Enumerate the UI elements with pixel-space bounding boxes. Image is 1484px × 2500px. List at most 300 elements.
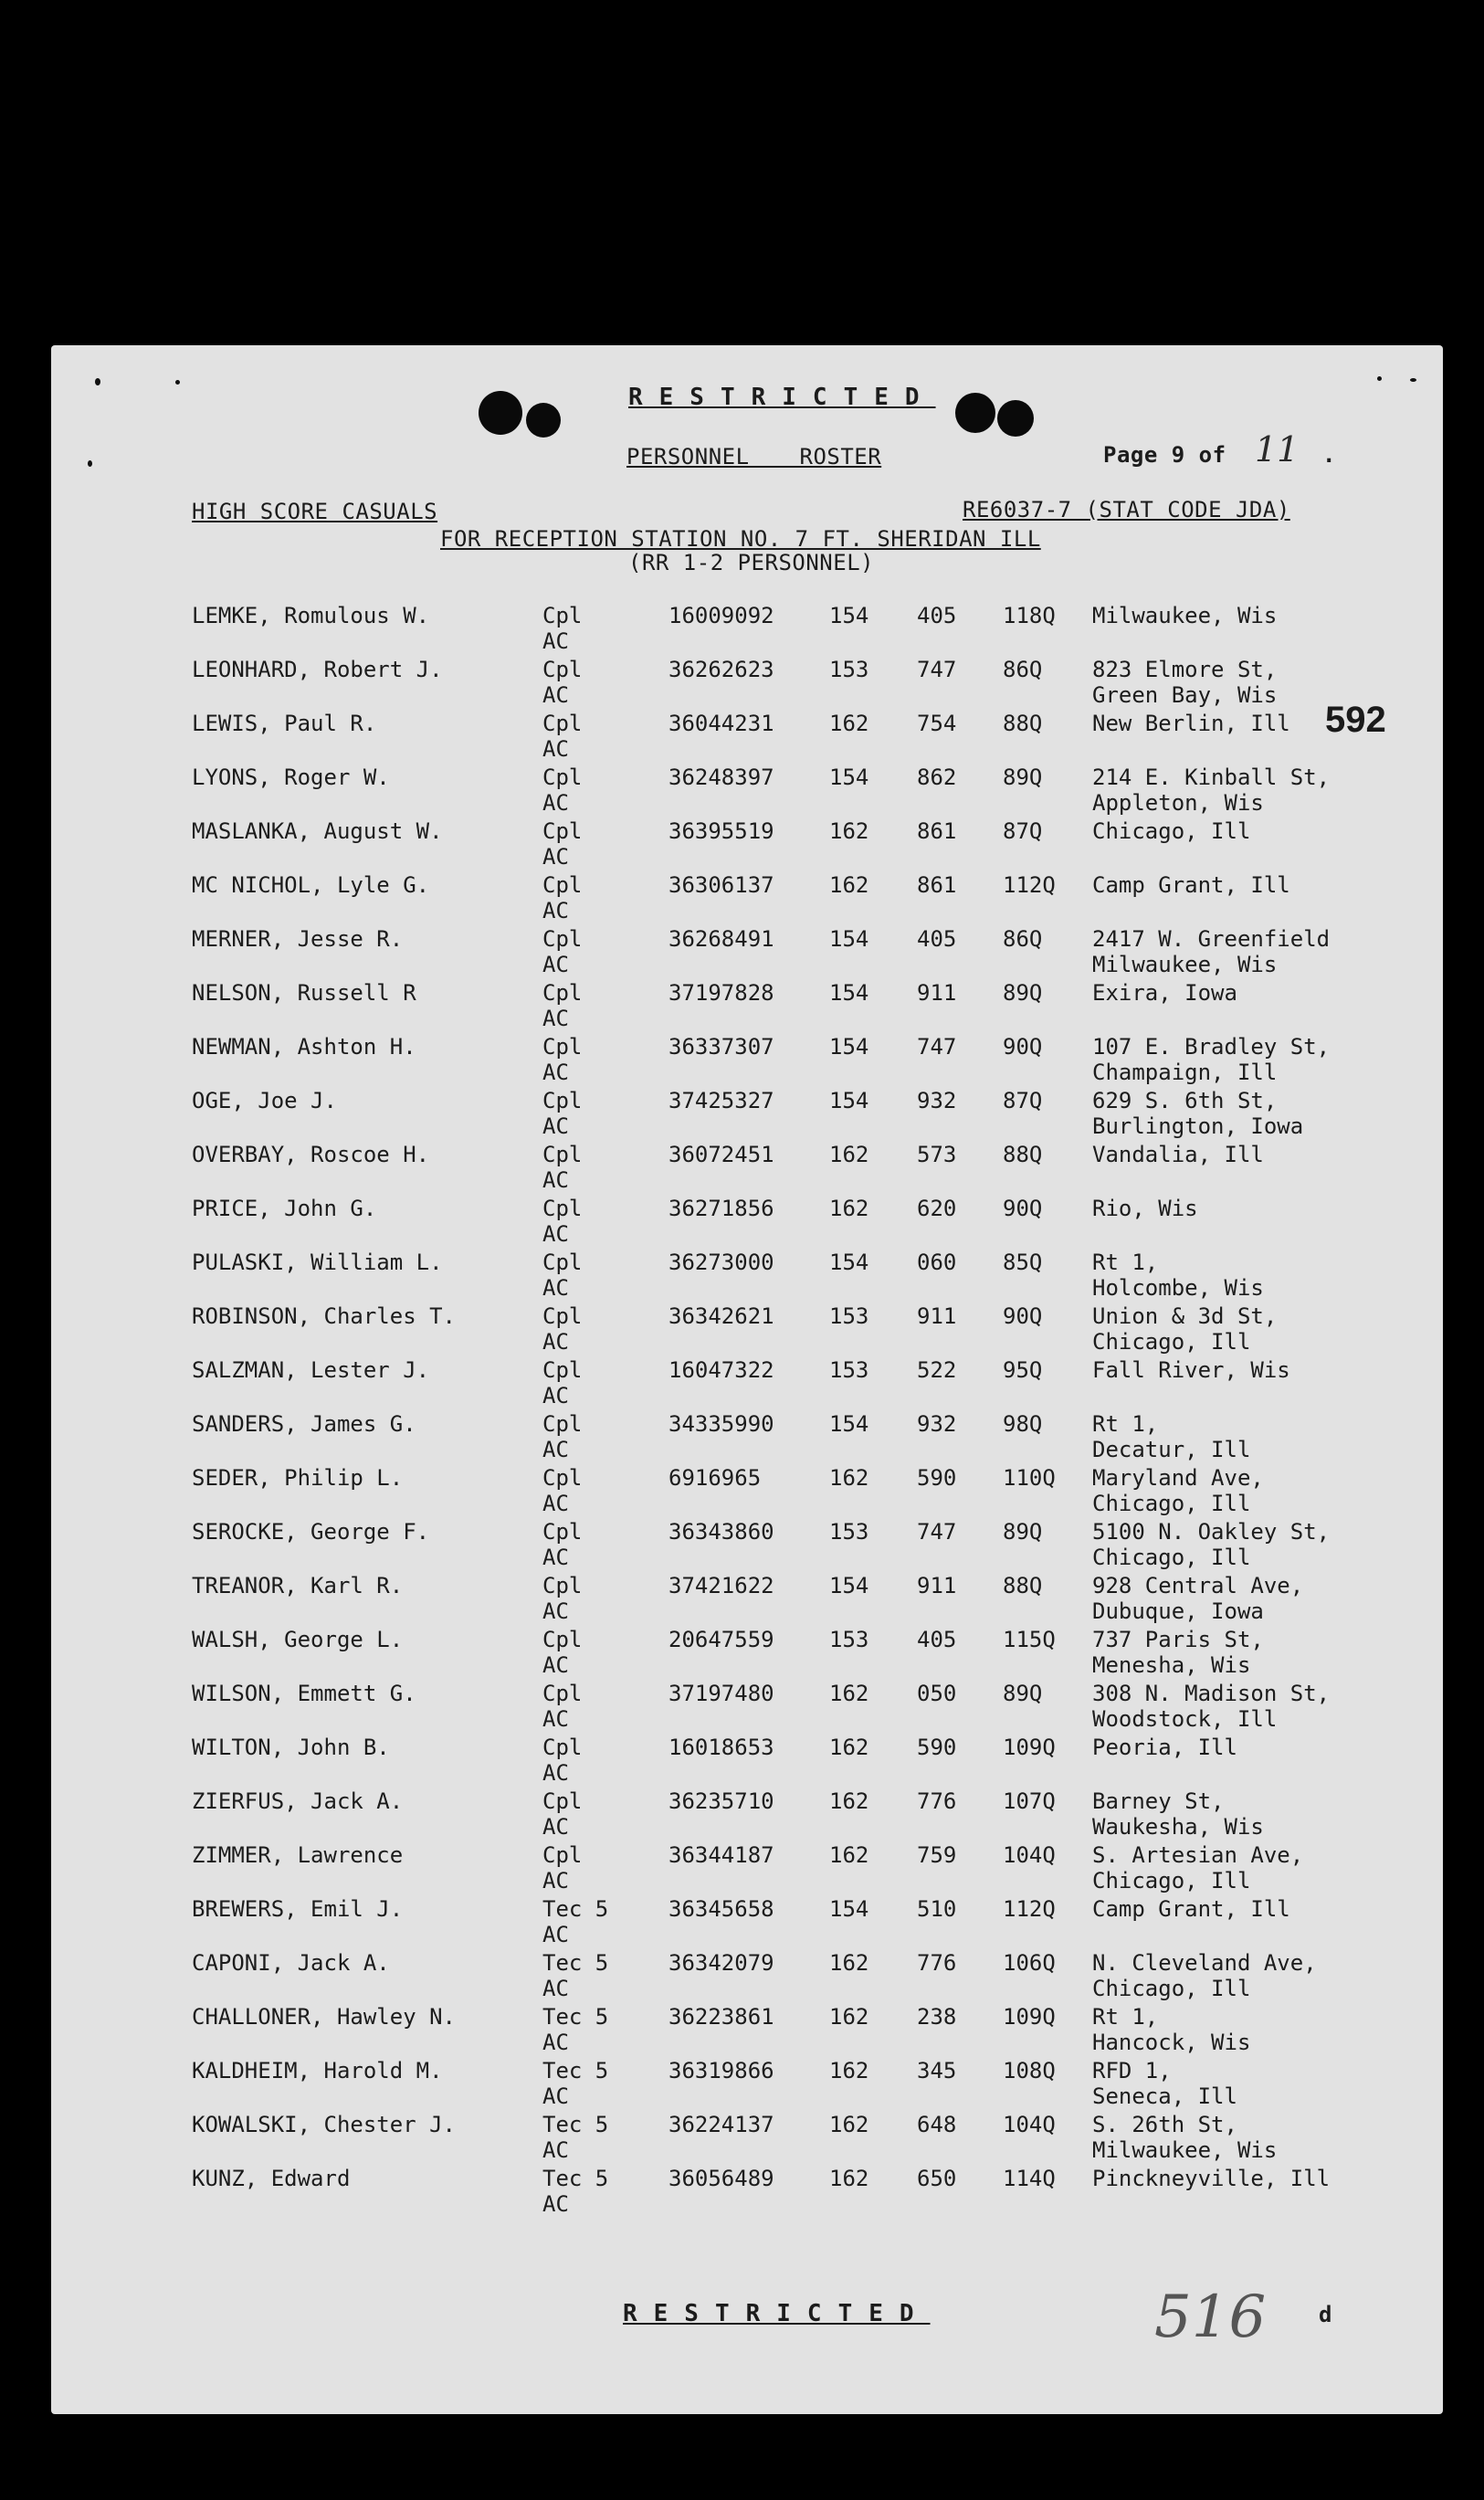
- address-line-2: Holcombe, Wis: [1092, 1275, 1264, 1301]
- address-line-2: Waukesha, Wis: [1092, 1814, 1264, 1840]
- branch: AC: [542, 1221, 569, 1247]
- address-line-2: Chicago, Ill: [1092, 1868, 1251, 1893]
- address-line-1: 107 E. Bradley St,: [1092, 1034, 1331, 1060]
- code-1: 162: [829, 1842, 869, 1868]
- serial-number: 36224137: [668, 2112, 774, 2137]
- subheading-2: (RR 1-2 PERSONNEL): [628, 550, 875, 575]
- address-line-1: Exira, Iowa: [1092, 980, 1237, 1006]
- code-2: 911: [917, 1303, 957, 1329]
- code-2: 861: [917, 818, 957, 844]
- branch: AC: [542, 952, 569, 977]
- serial-number: 36235710: [668, 1788, 774, 1814]
- soldier-name: LEMKE, Romulous W.: [192, 603, 430, 628]
- grade: Cpl: [542, 1627, 583, 1652]
- score: 109Q: [1003, 2004, 1056, 2030]
- branch: AC: [542, 1976, 569, 2001]
- table-row: [51, 1788, 1443, 1843]
- address-line-1: 308 N. Madison St,: [1092, 1681, 1331, 1706]
- branch: AC: [542, 628, 569, 654]
- roster-page: [51, 345, 1443, 2414]
- table-row: [51, 980, 1443, 1035]
- table-row: [51, 1088, 1443, 1143]
- grade: Cpl: [542, 1357, 583, 1383]
- code-2: 650: [917, 2166, 957, 2191]
- soldier-name: WALSH, George L.: [192, 1627, 404, 1652]
- code-2: 747: [917, 657, 957, 682]
- table-row: [51, 926, 1443, 981]
- score: 90Q: [1003, 1303, 1043, 1329]
- code-2: 345: [917, 2058, 957, 2083]
- address-line-1: 737 Paris St,: [1092, 1627, 1264, 1652]
- code-1: 162: [829, 1196, 869, 1221]
- branch: AC: [542, 898, 569, 923]
- soldier-name: WILSON, Emmett G.: [192, 1681, 416, 1706]
- score: 85Q: [1003, 1250, 1043, 1275]
- code-2: 590: [917, 1735, 957, 1760]
- code-1: 154: [829, 926, 869, 952]
- address-line-1: Peoria, Ill: [1092, 1735, 1237, 1760]
- branch: AC: [542, 2083, 569, 2109]
- code-2: 405: [917, 926, 957, 952]
- score: 104Q: [1003, 1842, 1056, 1868]
- branch: AC: [542, 1060, 569, 1085]
- address-line-1: Rt 1,: [1092, 1250, 1159, 1275]
- soldier-name: MASLANKA, August W.: [192, 818, 443, 844]
- serial-number: 36268491: [668, 926, 774, 952]
- code-1: 162: [829, 1465, 869, 1491]
- code-2: 620: [917, 1196, 957, 1221]
- serial-number: 36306137: [668, 872, 774, 898]
- branch: AC: [542, 1437, 569, 1462]
- address-line-1: Maryland Ave,: [1092, 1465, 1264, 1491]
- address-line-2: Hancock, Wis: [1092, 2030, 1251, 2055]
- serial-number: 36262623: [668, 657, 774, 682]
- score: 87Q: [1003, 818, 1043, 844]
- speck: [95, 378, 100, 385]
- soldier-name: LEWIS, Paul R.: [192, 711, 377, 736]
- code-1: 154: [829, 1896, 869, 1922]
- serial-number: 37197828: [668, 980, 774, 1006]
- address-line-1: 5100 N. Oakley St,: [1092, 1519, 1331, 1545]
- code-1: 162: [829, 1735, 869, 1760]
- branch: AC: [542, 1598, 569, 1624]
- grade: Cpl: [542, 872, 583, 898]
- code-2: 776: [917, 1788, 957, 1814]
- table-row: [51, 1357, 1443, 1412]
- address-line-1: Milwaukee, Wis: [1092, 603, 1278, 628]
- code-1: 162: [829, 1788, 869, 1814]
- address-line-2: Burlington, Iowa: [1092, 1113, 1304, 1139]
- score: 89Q: [1003, 765, 1043, 790]
- table-row: [51, 2058, 1443, 2113]
- grade: Cpl: [542, 1735, 583, 1760]
- grade: Cpl: [542, 926, 583, 952]
- table-row: [51, 711, 1443, 765]
- score: 90Q: [1003, 1196, 1043, 1221]
- code-1: 153: [829, 657, 869, 682]
- soldier-name: PRICE, John G.: [192, 1196, 377, 1221]
- address-line-1: Pinckneyville, Ill: [1092, 2166, 1331, 2191]
- branch: AC: [542, 2137, 569, 2163]
- serial-number: 36342621: [668, 1303, 774, 1329]
- table-row: [51, 1250, 1443, 1304]
- table-row: [51, 1842, 1443, 1897]
- branch: AC: [542, 790, 569, 816]
- grade: Tec 5: [542, 2166, 609, 2191]
- score: 110Q: [1003, 1465, 1056, 1491]
- soldier-name: MERNER, Jesse R.: [192, 926, 404, 952]
- address-line-2: Champaign, Ill: [1092, 1060, 1278, 1085]
- soldier-name: CHALLONER, Hawley N.: [192, 2004, 456, 2030]
- soldier-name: SEROCKE, George F.: [192, 1519, 430, 1545]
- table-row: [51, 657, 1443, 712]
- grade: Tec 5: [542, 2004, 609, 2030]
- soldier-name: KALDHEIM, Harold M.: [192, 2058, 443, 2083]
- code-2: 405: [917, 603, 957, 628]
- score: 86Q: [1003, 926, 1043, 952]
- serial-number: 36319866: [668, 2058, 774, 2083]
- address-line-1: Barney St,: [1092, 1788, 1225, 1814]
- soldier-name: MC NICHOL, Lyle G.: [192, 872, 430, 898]
- table-row: [51, 1573, 1443, 1628]
- branch: AC: [542, 844, 569, 870]
- score: 88Q: [1003, 1573, 1043, 1598]
- code-1: 154: [829, 1573, 869, 1598]
- address-line-2: Milwaukee, Wis: [1092, 952, 1278, 977]
- address-line-1: 823 Elmore St,: [1092, 657, 1278, 682]
- code-1: 162: [829, 818, 869, 844]
- serial-number: 36271856: [668, 1196, 774, 1221]
- table-row: [51, 1196, 1443, 1250]
- code-2: 590: [917, 1465, 957, 1491]
- score: 106Q: [1003, 1950, 1056, 1976]
- serial-number: 36044231: [668, 711, 774, 736]
- score: 107Q: [1003, 1788, 1056, 1814]
- grade: Tec 5: [542, 2112, 609, 2137]
- serial-number: 6916965: [668, 1465, 762, 1491]
- table-row: [51, 1627, 1443, 1682]
- grade: Cpl: [542, 765, 583, 790]
- table-row: [51, 2166, 1443, 2220]
- branch: AC: [542, 1329, 569, 1355]
- code-1: 154: [829, 1034, 869, 1060]
- footer-mark: d: [1319, 2302, 1332, 2327]
- handwritten-page-number: 516: [1154, 2284, 1267, 2351]
- code-1: 154: [829, 1088, 869, 1113]
- grade: Cpl: [542, 603, 583, 628]
- address-line-1: 214 E. Kinball St,: [1092, 765, 1331, 790]
- score: 89Q: [1003, 1681, 1043, 1706]
- soldier-name: TREANOR, Karl R.: [192, 1573, 404, 1598]
- table-row: [51, 1896, 1443, 1951]
- code-1: 162: [829, 2166, 869, 2191]
- table-row: [51, 1142, 1443, 1197]
- score: 88Q: [1003, 1142, 1043, 1167]
- address-line-2: Appleton, Wis: [1092, 790, 1264, 816]
- soldier-name: PULASKI, William L.: [192, 1250, 443, 1275]
- table-row: [51, 1735, 1443, 1789]
- address-line-1: S. Artesian Ave,: [1092, 1842, 1304, 1868]
- code-1: 162: [829, 1681, 869, 1706]
- code-2: 238: [917, 2004, 957, 2030]
- address-line-1: 629 S. 6th St,: [1092, 1088, 1278, 1113]
- serial-number: 36345658: [668, 1896, 774, 1922]
- serial-number: 16009092: [668, 603, 774, 628]
- address-line-1: S. 26th St,: [1092, 2112, 1237, 2137]
- soldier-name: ZIERFUS, Jack A.: [192, 1788, 404, 1814]
- score: 89Q: [1003, 980, 1043, 1006]
- branch: AC: [542, 1652, 569, 1678]
- table-row: [51, 1519, 1443, 1574]
- code-2: 747: [917, 1519, 957, 1545]
- branch: AC: [542, 1706, 569, 1732]
- serial-number: 37197480: [668, 1681, 774, 1706]
- address-line-2: Decatur, Ill: [1092, 1437, 1251, 1462]
- address-line-1: Rt 1,: [1092, 2004, 1159, 2030]
- address-line-1: Camp Grant, Ill: [1092, 1896, 1290, 1922]
- soldier-name: KUNZ, Edward: [192, 2166, 351, 2191]
- code-1: 162: [829, 1950, 869, 1976]
- code-2: 932: [917, 1088, 957, 1113]
- serial-number: 36342079: [668, 1950, 774, 1976]
- score: 112Q: [1003, 872, 1056, 898]
- address-line-1: Vandalia, Ill: [1092, 1142, 1264, 1167]
- grade: Cpl: [542, 1034, 583, 1060]
- code-2: 405: [917, 1627, 957, 1652]
- serial-number: 36344187: [668, 1842, 774, 1868]
- code-2: 911: [917, 980, 957, 1006]
- grade: Cpl: [542, 1519, 583, 1545]
- score: 95Q: [1003, 1357, 1043, 1383]
- serial-number: 36337307: [668, 1034, 774, 1060]
- serial-number: 36223861: [668, 2004, 774, 2030]
- soldier-name: WILTON, John B.: [192, 1735, 390, 1760]
- serial-number: 36343860: [668, 1519, 774, 1545]
- soldier-name: SEDER, Philip L.: [192, 1465, 404, 1491]
- soldier-name: SANDERS, James G.: [192, 1411, 416, 1437]
- code-1: 154: [829, 1411, 869, 1437]
- grade: Cpl: [542, 1142, 583, 1167]
- address-line-1: Rt 1,: [1092, 1411, 1159, 1437]
- table-row: [51, 1411, 1443, 1466]
- table-row: [51, 1681, 1443, 1735]
- table-row: [51, 1303, 1443, 1358]
- serial-number: 36248397: [668, 765, 774, 790]
- stamp-number: 592: [1325, 700, 1386, 740]
- code-2: 932: [917, 1411, 957, 1437]
- address-line-2: Milwaukee, Wis: [1092, 2137, 1278, 2163]
- code-1: 153: [829, 1357, 869, 1383]
- branch: AC: [542, 1383, 569, 1408]
- address-line-1: Chicago, Ill: [1092, 818, 1251, 844]
- address-line-1: 2417 W. Greenfield: [1092, 926, 1331, 952]
- code-2: 510: [917, 1896, 957, 1922]
- speck: [1377, 376, 1382, 381]
- branch: AC: [542, 1760, 569, 1786]
- table-row: [51, 818, 1443, 873]
- soldier-name: ZIMMER, Lawrence: [192, 1842, 404, 1868]
- serial-number: 16018653: [668, 1735, 774, 1760]
- grade: Tec 5: [542, 1950, 609, 1976]
- punch-hole-right-a: [955, 393, 995, 433]
- serial-number: 37425327: [668, 1088, 774, 1113]
- code-2: 776: [917, 1950, 957, 1976]
- page-total: 11: [1255, 429, 1300, 469]
- grade: Cpl: [542, 1573, 583, 1598]
- serial-number: 16047322: [668, 1357, 774, 1383]
- score: 88Q: [1003, 711, 1043, 736]
- branch: AC: [542, 1167, 569, 1193]
- speck: [1410, 378, 1416, 382]
- score: 109Q: [1003, 1735, 1056, 1760]
- serial-number: 36395519: [668, 818, 774, 844]
- table-row: [51, 765, 1443, 819]
- speck: [88, 460, 92, 467]
- table-row: [51, 603, 1443, 658]
- code-1: 162: [829, 2004, 869, 2030]
- code-2: 648: [917, 2112, 957, 2137]
- address-line-1: 928 Central Ave,: [1092, 1573, 1304, 1598]
- score: 118Q: [1003, 603, 1056, 628]
- soldier-name: KOWALSKI, Chester J.: [192, 2112, 456, 2137]
- code-1: 162: [829, 2058, 869, 2083]
- grade: Tec 5: [542, 1896, 609, 1922]
- grade: Cpl: [542, 1411, 583, 1437]
- address-line-2: Chicago, Ill: [1092, 1976, 1251, 2001]
- branch: AC: [542, 2191, 569, 2217]
- code-2: 050: [917, 1681, 957, 1706]
- address-line-2: Menesha, Wis: [1092, 1652, 1251, 1678]
- speck: [175, 380, 180, 385]
- branch: AC: [542, 1275, 569, 1301]
- score: 98Q: [1003, 1411, 1043, 1437]
- score: 87Q: [1003, 1088, 1043, 1113]
- left-heading: HIGH SCORE CASUALS: [192, 499, 438, 524]
- score: 89Q: [1003, 1519, 1043, 1545]
- page-label: Page 9 of: [1103, 442, 1226, 468]
- address-line-2: Dubuque, Iowa: [1092, 1598, 1264, 1624]
- address-line-2: Chicago, Ill: [1092, 1329, 1251, 1355]
- serial-number: 34335990: [668, 1411, 774, 1437]
- branch: AC: [542, 2030, 569, 2055]
- serial-number: 37421622: [668, 1573, 774, 1598]
- soldier-name: OVERBAY, Roscoe H.: [192, 1142, 430, 1167]
- address-line-1: Union & 3d St,: [1092, 1303, 1278, 1329]
- soldier-name: NEWMAN, Ashton H.: [192, 1034, 416, 1060]
- address-line-1: Rio, Wis: [1092, 1196, 1198, 1221]
- code-2: 861: [917, 872, 957, 898]
- table-row: [51, 2112, 1443, 2167]
- soldier-name: SALZMAN, Lester J.: [192, 1357, 430, 1383]
- table-row: [51, 872, 1443, 927]
- grade: Cpl: [542, 1788, 583, 1814]
- address-line-2: Chicago, Ill: [1092, 1545, 1251, 1570]
- punch-hole-right-b: [997, 400, 1034, 437]
- code-1: 154: [829, 603, 869, 628]
- grade: Cpl: [542, 657, 583, 682]
- soldier-name: ROBINSON, Charles T.: [192, 1303, 456, 1329]
- subheading-1: FOR RECEPTION STATION NO. 7 FT. SHERIDAN ILL: [440, 526, 1041, 552]
- branch: AC: [542, 736, 569, 762]
- grade: Cpl: [542, 1250, 583, 1275]
- code-1: 153: [829, 1303, 869, 1329]
- code-2: 759: [917, 1842, 957, 1868]
- grade: Cpl: [542, 980, 583, 1006]
- branch: AC: [542, 1868, 569, 1893]
- code-1: 162: [829, 2112, 869, 2137]
- grade: Cpl: [542, 1681, 583, 1706]
- branch: AC: [542, 1113, 569, 1139]
- code-2: 522: [917, 1357, 957, 1383]
- code-2: 862: [917, 765, 957, 790]
- address-line-1: Camp Grant, Ill: [1092, 872, 1290, 898]
- score: 112Q: [1003, 1896, 1056, 1922]
- code-1: 162: [829, 1142, 869, 1167]
- punch-hole-left-b: [526, 403, 561, 438]
- page-end: .: [1322, 442, 1336, 468]
- roster-title: PERSONNEL ROSTER: [626, 444, 882, 469]
- code-1: 154: [829, 980, 869, 1006]
- grade: Cpl: [542, 1196, 583, 1221]
- score: 108Q: [1003, 2058, 1056, 2083]
- grade: Cpl: [542, 1465, 583, 1491]
- address-line-2: Seneca, Ill: [1092, 2083, 1237, 2109]
- grade: Cpl: [542, 1088, 583, 1113]
- address-line-1: New Berlin, Ill: [1092, 711, 1290, 736]
- classification-footer: RESTRICTED: [623, 2300, 931, 2327]
- grade: Tec 5: [542, 2058, 609, 2083]
- punch-hole-left-a: [479, 391, 522, 435]
- table-row: [51, 1034, 1443, 1089]
- soldier-name: NELSON, Russell R: [192, 980, 416, 1006]
- branch: AC: [542, 1491, 569, 1516]
- table-row: [51, 1950, 1443, 2005]
- address-line-1: Fall River, Wis: [1092, 1357, 1290, 1383]
- address-line-1: RFD 1,: [1092, 2058, 1172, 2083]
- branch: AC: [542, 1922, 569, 1947]
- branch: AC: [542, 682, 569, 708]
- serial-number: 20647559: [668, 1627, 774, 1652]
- code-1: 154: [829, 1250, 869, 1275]
- right-heading: RE6037-7 (STAT CODE JDA): [963, 497, 1290, 522]
- table-row: [51, 2004, 1443, 2059]
- grade: Cpl: [542, 1303, 583, 1329]
- table-row: [51, 1465, 1443, 1520]
- score: 115Q: [1003, 1627, 1056, 1652]
- soldier-name: OGE, Joe J.: [192, 1088, 337, 1113]
- classification-header: RESTRICTED: [628, 384, 936, 411]
- soldier-name: LYONS, Roger W.: [192, 765, 390, 790]
- grade: Cpl: [542, 818, 583, 844]
- code-1: 162: [829, 872, 869, 898]
- address-line-2: Chicago, Ill: [1092, 1491, 1251, 1516]
- address-line-2: Green Bay, Wis: [1092, 682, 1278, 708]
- code-2: 573: [917, 1142, 957, 1167]
- code-2: 060: [917, 1250, 957, 1275]
- grade: Cpl: [542, 1842, 583, 1868]
- serial-number: 36273000: [668, 1250, 774, 1275]
- address-line-1: N. Cleveland Ave,: [1092, 1950, 1317, 1976]
- serial-number: 36056489: [668, 2166, 774, 2191]
- grade: Cpl: [542, 711, 583, 736]
- branch: AC: [542, 1545, 569, 1570]
- code-2: 754: [917, 711, 957, 736]
- score: 104Q: [1003, 2112, 1056, 2137]
- code-2: 911: [917, 1573, 957, 1598]
- branch: AC: [542, 1814, 569, 1840]
- code-1: 153: [829, 1627, 869, 1652]
- soldier-name: CAPONI, Jack A.: [192, 1950, 390, 1976]
